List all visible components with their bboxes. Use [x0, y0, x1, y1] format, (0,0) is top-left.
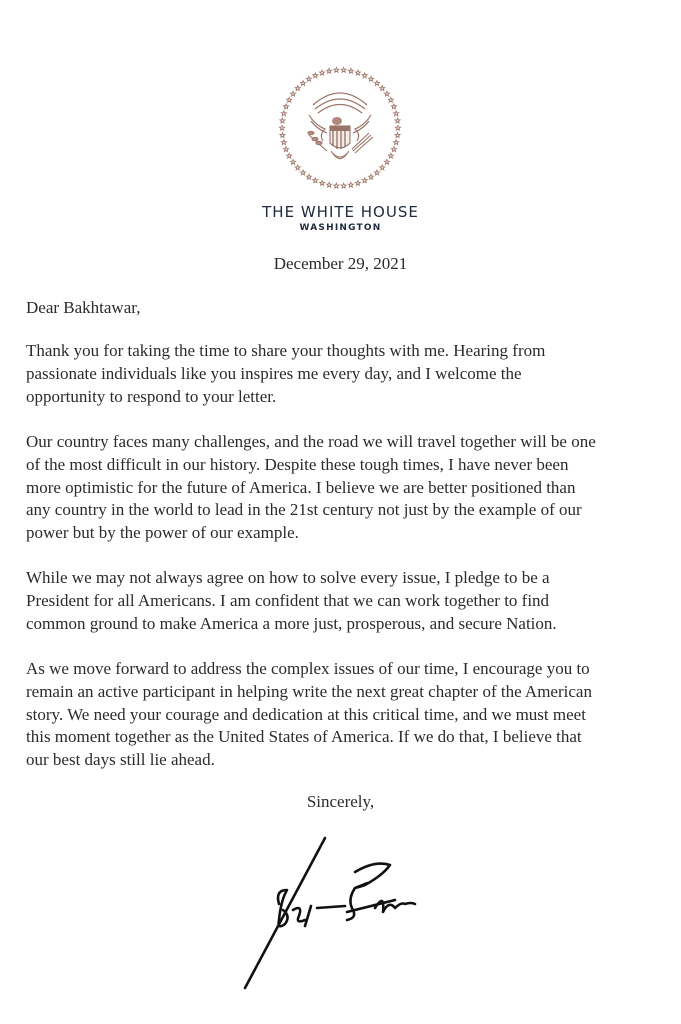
seal-star-icon — [391, 147, 396, 152]
seal-star-icon — [369, 174, 374, 179]
paragraph-line: more optimistic for the future of America. I believe we are better positioned than — [26, 477, 576, 497]
seal-star-icon — [394, 111, 399, 116]
paragraph-line: Thank you for taking the time to share your thoughts with me. Hearing from — [26, 341, 546, 360]
paragraph-line: story. We need your courage and dedication at this critical time, and we must meet — [26, 704, 586, 724]
seal-star-icon — [287, 153, 292, 158]
seal-star-icon — [395, 133, 400, 138]
seal-star-icon — [291, 159, 296, 164]
seal-star-icon — [295, 86, 300, 91]
paragraph-line: President for all Americans. I am confident that we can work together to find — [26, 590, 550, 610]
paragraph-line: As we move forward to address the complex issues of our time, I encourage you to — [26, 659, 590, 678]
seal-star-icon — [362, 73, 367, 78]
seal-star-icon — [327, 182, 332, 187]
letter-date: December 29, 2021 — [273, 254, 408, 273]
paragraph-line: remain an active participant in helping write the next great chapter of the American — [26, 681, 592, 701]
seal-star-icon — [306, 76, 311, 81]
seal-star-icon — [355, 181, 360, 186]
paragraph-line: common ground to make America a more just, prosperous, and secure Nation. — [26, 613, 557, 633]
closing: Sincerely, — [306, 792, 375, 811]
seal-star-icon — [313, 73, 318, 78]
paragraph-line: power but by the power of our example. — [26, 523, 299, 543]
seal-star-icon — [280, 125, 285, 130]
salutation: Dear Bakhtawar, — [26, 298, 141, 317]
paragraph — [26, 567, 676, 635]
seal-star-icon — [394, 140, 399, 145]
seal-star-icon — [348, 68, 353, 73]
seal-star-icon — [380, 165, 385, 170]
paragraph — [26, 431, 676, 545]
seal-star-icon — [306, 174, 311, 179]
seal-star-icon — [280, 133, 285, 138]
paragraph-line: While we may not always agree on how to solve every issue, I pledge to be a — [26, 568, 550, 587]
seal-star-icon — [284, 147, 289, 152]
seal-star-icon — [369, 76, 374, 81]
seal-star-icon — [287, 97, 292, 102]
seal-star-icon — [341, 68, 346, 73]
seal-star-icon — [384, 91, 389, 96]
seal-star-icon — [388, 153, 393, 158]
letterhead-title: THE WHITE HOUSE — [262, 203, 419, 221]
seal-star-icon — [320, 181, 325, 186]
seal-star-icon — [341, 183, 346, 188]
handwritten-signature-icon — [235, 830, 445, 995]
paragraph-line: any country in the world to lead in the 21st century not just by the example of our — [26, 500, 582, 520]
paragraph-line: of the most difficult in our history. Despite these tough times, I have never been — [26, 454, 569, 474]
seal-star-icon — [281, 111, 286, 116]
seal-star-icon — [380, 86, 385, 91]
seal-star-icon — [301, 81, 306, 86]
paragraph — [26, 340, 676, 408]
seal-star-icon — [375, 81, 380, 86]
seal-star-icon — [313, 178, 318, 183]
seal-star-icon — [334, 183, 339, 188]
seal-star-icon — [281, 140, 286, 145]
paragraph-line: our best days still lie ahead. — [26, 750, 215, 770]
seal-star-icon — [280, 118, 285, 123]
seal-star-icon — [284, 104, 289, 109]
seal-star-icon — [301, 170, 306, 175]
paragraph — [26, 658, 676, 772]
paragraph-line: opportunity to respond to your letter. — [26, 386, 277, 406]
seal-star-icon — [334, 68, 339, 73]
seal-star-icon — [384, 159, 389, 164]
paragraph-line: this moment together as the United States of America. If we do that, I believe that — [26, 727, 582, 747]
seal-star-icon — [375, 170, 380, 175]
seal-star-icon — [362, 178, 367, 183]
seal-star-icon — [327, 68, 332, 73]
seal-star-icon — [320, 70, 325, 75]
seal-star-icon — [291, 91, 296, 96]
seal-star-icon — [395, 118, 400, 123]
seal-star-icon — [295, 165, 300, 170]
seal-star-icon — [348, 182, 353, 187]
paragraph-line: Our country faces many challenges, and the road we will travel together will be one — [26, 432, 596, 451]
presidential-seal-icon — [275, 63, 405, 193]
paragraph-line: passionate individuals like you inspires me every day, and I welcome the — [26, 363, 522, 383]
letterhead-subtitle: WASHINGTON — [299, 223, 382, 233]
seal-star-icon — [355, 70, 360, 75]
seal-star-icon — [388, 97, 393, 102]
seal-star-icon — [391, 104, 396, 109]
seal-star-icon — [396, 125, 401, 130]
